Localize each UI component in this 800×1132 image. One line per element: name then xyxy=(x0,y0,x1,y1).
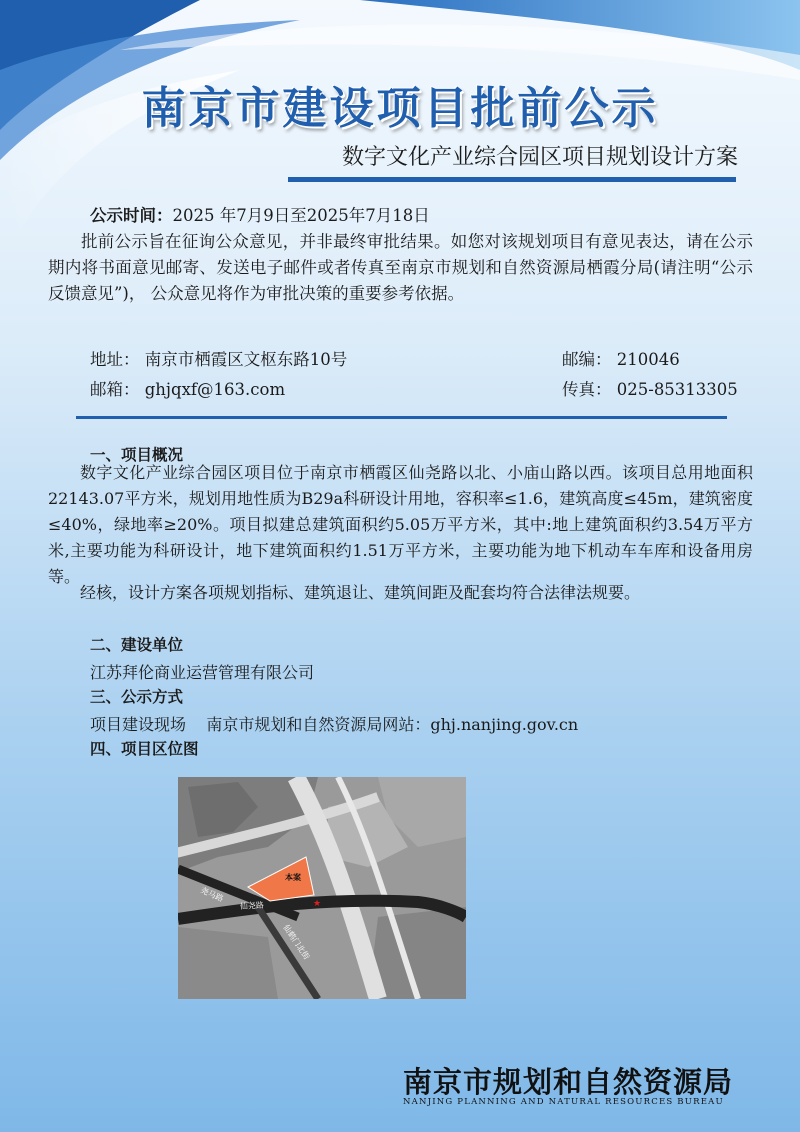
section-overview-body: 数字文化产业综合园区项目位于南京市栖霞区仙尧路以北、小庙山路以西。该项目总用地面积22143.07平方米，规划用地性质为B29a科研设计用地，容积率≤1.6，建筑高度≤45m，建筑密度≤40%，绿地率≥20%。项目拟建总建筑面积约5.05万平方米，其中:地上建筑面积约3.54万平方米,主要功能为科研设计，地下建筑面积约1.51万平方米，主要功能为地下机动车车库和设备用房等。 xyxy=(48,463,753,586)
map-site-label: 本案 xyxy=(285,873,301,882)
notice-time-value: 2025 年7月9日至2025年7月18日 xyxy=(172,206,430,225)
section-overview-conclusion: 经核，设计方案各项规划指标、建筑退让、建筑间距及配套均符合法律法规要。 xyxy=(80,583,641,602)
section-developer-heading: 二、建设单位 xyxy=(90,636,184,654)
notice-intro: 批前公示旨在征询公众意见，并非最终审批结果。如您对该规划项目有意见表达，请在公示期内将书面意见邮寄、发送电子邮件或者传真至南京市规划和自然资源局栖霞分局(请注明“公示反馈意见”)， 公众意见将作为审批决策的重要参考依据。 xyxy=(48,232,753,303)
footer-org-name-en: NANJING PLANNING AND NATURAL RESOURCES BUREAU xyxy=(403,1097,724,1107)
subtitle-underline xyxy=(288,177,736,182)
location-map-graphic xyxy=(178,777,466,999)
notice-time-label: 公示时间： xyxy=(90,206,173,225)
map-road-label: 尧马路 xyxy=(199,885,225,904)
page-title: 南京市建设项目批前公示 xyxy=(141,83,659,134)
contact-postcode: 邮编： 210046 xyxy=(562,350,680,369)
section-method-body: 项目建设现场 南京市规划和自然资源局网站：ghj.nanjing.gov.cn xyxy=(90,715,579,734)
map-site-star-icon: ★ xyxy=(313,899,322,909)
project-subtitle: 数字文化产业综合园区项目规划设计方案 xyxy=(341,145,738,170)
section-overview-heading: 一、项目概况 xyxy=(90,446,184,464)
notice-time xyxy=(90,202,430,226)
footer-org-name: 南京市规划和自然资源局 xyxy=(403,1065,734,1099)
section-location-heading: 四、项目区位图 xyxy=(90,740,199,758)
location-map xyxy=(178,777,466,999)
contact-fax: 传真： 025-85313305 xyxy=(562,380,738,399)
map-road-label: 仙尧路 xyxy=(239,900,265,911)
map-road-label: 仙鹤门北街 xyxy=(281,923,312,962)
section-method-heading: 三、公示方式 xyxy=(90,688,184,706)
divider xyxy=(76,416,727,419)
contact-email: 邮箱： ghjqxf@163.com xyxy=(90,380,286,399)
contact-address: 地址： 南京市栖霞区文枢东路10号 xyxy=(90,350,348,369)
section-developer-body: 江苏拜伦商业运营管理有限公司 xyxy=(90,663,315,682)
